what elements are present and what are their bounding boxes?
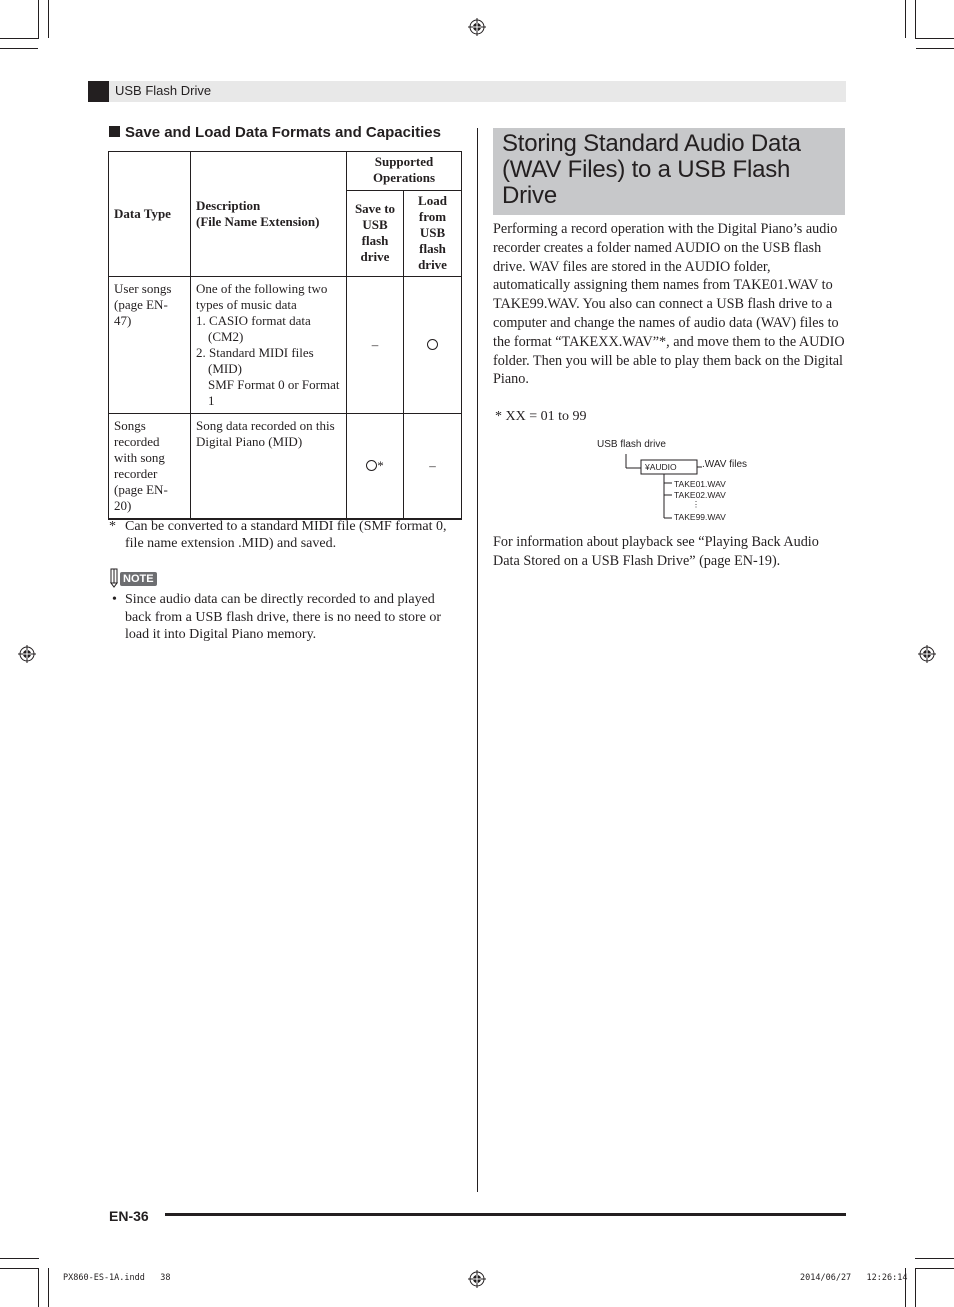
table-row [109, 277, 462, 414]
header-save-to: Save to USB flash drive [347, 191, 404, 277]
crop-mark [915, 0, 916, 38]
note-label: NOTE [120, 572, 157, 586]
header-supported: Supported Operations [347, 152, 462, 191]
print-slug-file: PX860-ES-1A.indd 38 [63, 1273, 171, 1283]
crop-mark [916, 1268, 954, 1269]
description-list [196, 313, 341, 409]
header-data-type: Data Type [109, 152, 191, 277]
table-footnote [109, 518, 454, 552]
diagram-ellipsis: ⋮ [692, 500, 700, 509]
header-marker [88, 81, 109, 102]
section-heading [109, 124, 441, 142]
bullet-marker: • [112, 592, 117, 607]
diagram-root: USB flash drive [597, 439, 666, 450]
crop-mark [905, 0, 906, 38]
crop-mark [38, 0, 39, 38]
crop-mark [0, 48, 38, 49]
cell-load: – [404, 414, 462, 520]
xx-note: * XX = 01 to 99 [495, 409, 587, 424]
list-item: 2. Standard MIDI files (MID) [196, 345, 314, 376]
cell-data-type: User songs (page EN-47) [109, 277, 191, 414]
cell-description [191, 277, 347, 414]
column-divider [477, 128, 478, 1192]
title-box [493, 128, 845, 215]
crop-mark [38, 1268, 39, 1307]
diagram-file: TAKE99.WAV [674, 512, 726, 522]
body-paragraph: Performing a record operation with the Digital Piano’s audio recorder creates a folder named AUDIO on the USB flash drive. WAV files are stored in the AUDIO folder, automatically assigning them names from TAKE01.WAV to TAKE99.WAV. You also can connect a USB flash drive to a computer and change the names of audio data (WAV) files to the format “TAKEXX.WAV”*, and move them to the AUDIO folder. Then you will be able to play them back on the Digital Piano. [493, 221, 845, 388]
crop-mark [915, 1268, 916, 1307]
print-slug-date: 2014/06/27 12:26:14 [800, 1273, 908, 1283]
page-number: EN-36 [109, 1208, 149, 1224]
header-load-from: Load from USB flash drive [404, 191, 462, 277]
folder-diagram [590, 436, 790, 526]
body-paragraph: For information about playback see “Playing Back Audio Data Stored on a USB Flash Drive” (page EN-19). [493, 534, 819, 569]
list-item: 1. CASIO format data (CM2) [196, 313, 311, 344]
header-description [191, 152, 347, 277]
section-label: USB Flash Drive [115, 83, 212, 98]
footnote-marker: * [109, 519, 116, 534]
diagram-file: TAKE02.WAV [674, 490, 726, 500]
crop-mark [0, 38, 39, 39]
diagram-folder: ¥AUDIO [645, 462, 677, 472]
registration-mark-icon [468, 18, 486, 36]
section-heading-text: Save and Load Data Formats and Capacities [125, 124, 441, 141]
header-description-line2: (File Name Extension) [196, 214, 320, 229]
registration-mark-icon [918, 645, 936, 663]
pencil-icon [109, 568, 119, 588]
list-item: SMF Format 0 or Format 1 [208, 377, 340, 408]
diagram-files-label: .WAV files [702, 459, 748, 470]
crop-mark [0, 1268, 38, 1269]
footnote-text: Can be converted to a standard MIDI file (SMF format 0, file name extension .MID) and saved. [125, 519, 447, 551]
cell-data-type: Songs recorded with song recorder (page EN-20) [109, 414, 191, 520]
note-item [109, 591, 459, 644]
page-title: Storing Standard Audio Data (WAV Files) to a USB Flash Drive [502, 130, 801, 209]
square-bullet-icon [109, 126, 120, 137]
crop-mark [915, 38, 954, 39]
diagram-file: TAKE01.WAV [674, 479, 726, 489]
crop-mark [915, 1258, 954, 1259]
header-description-line1: Description [196, 198, 261, 213]
crop-mark [916, 48, 954, 49]
registration-mark-icon [18, 645, 36, 663]
cell-description-intro: One of the following two types of music data [196, 281, 328, 312]
cell-description: Song data recorded on this Digital Piano (MID) [191, 414, 347, 520]
registration-mark-icon [468, 1270, 486, 1288]
cell-save: – [347, 277, 404, 414]
formats-table [108, 151, 462, 520]
note-text: Since audio data can be directly recorded to and played back from a USB flash drive, there is no need to store or load it into Digital Piano memory. [125, 592, 442, 642]
cell-save [347, 414, 404, 520]
cell-load [404, 277, 462, 414]
crop-mark [48, 0, 49, 38]
circle-icon [366, 460, 377, 471]
crop-mark [48, 1268, 49, 1307]
table-row [109, 414, 462, 520]
circle-icon [427, 339, 438, 350]
asterisk: * [377, 458, 384, 473]
crop-mark [0, 1258, 39, 1259]
footer-rule [165, 1213, 846, 1216]
